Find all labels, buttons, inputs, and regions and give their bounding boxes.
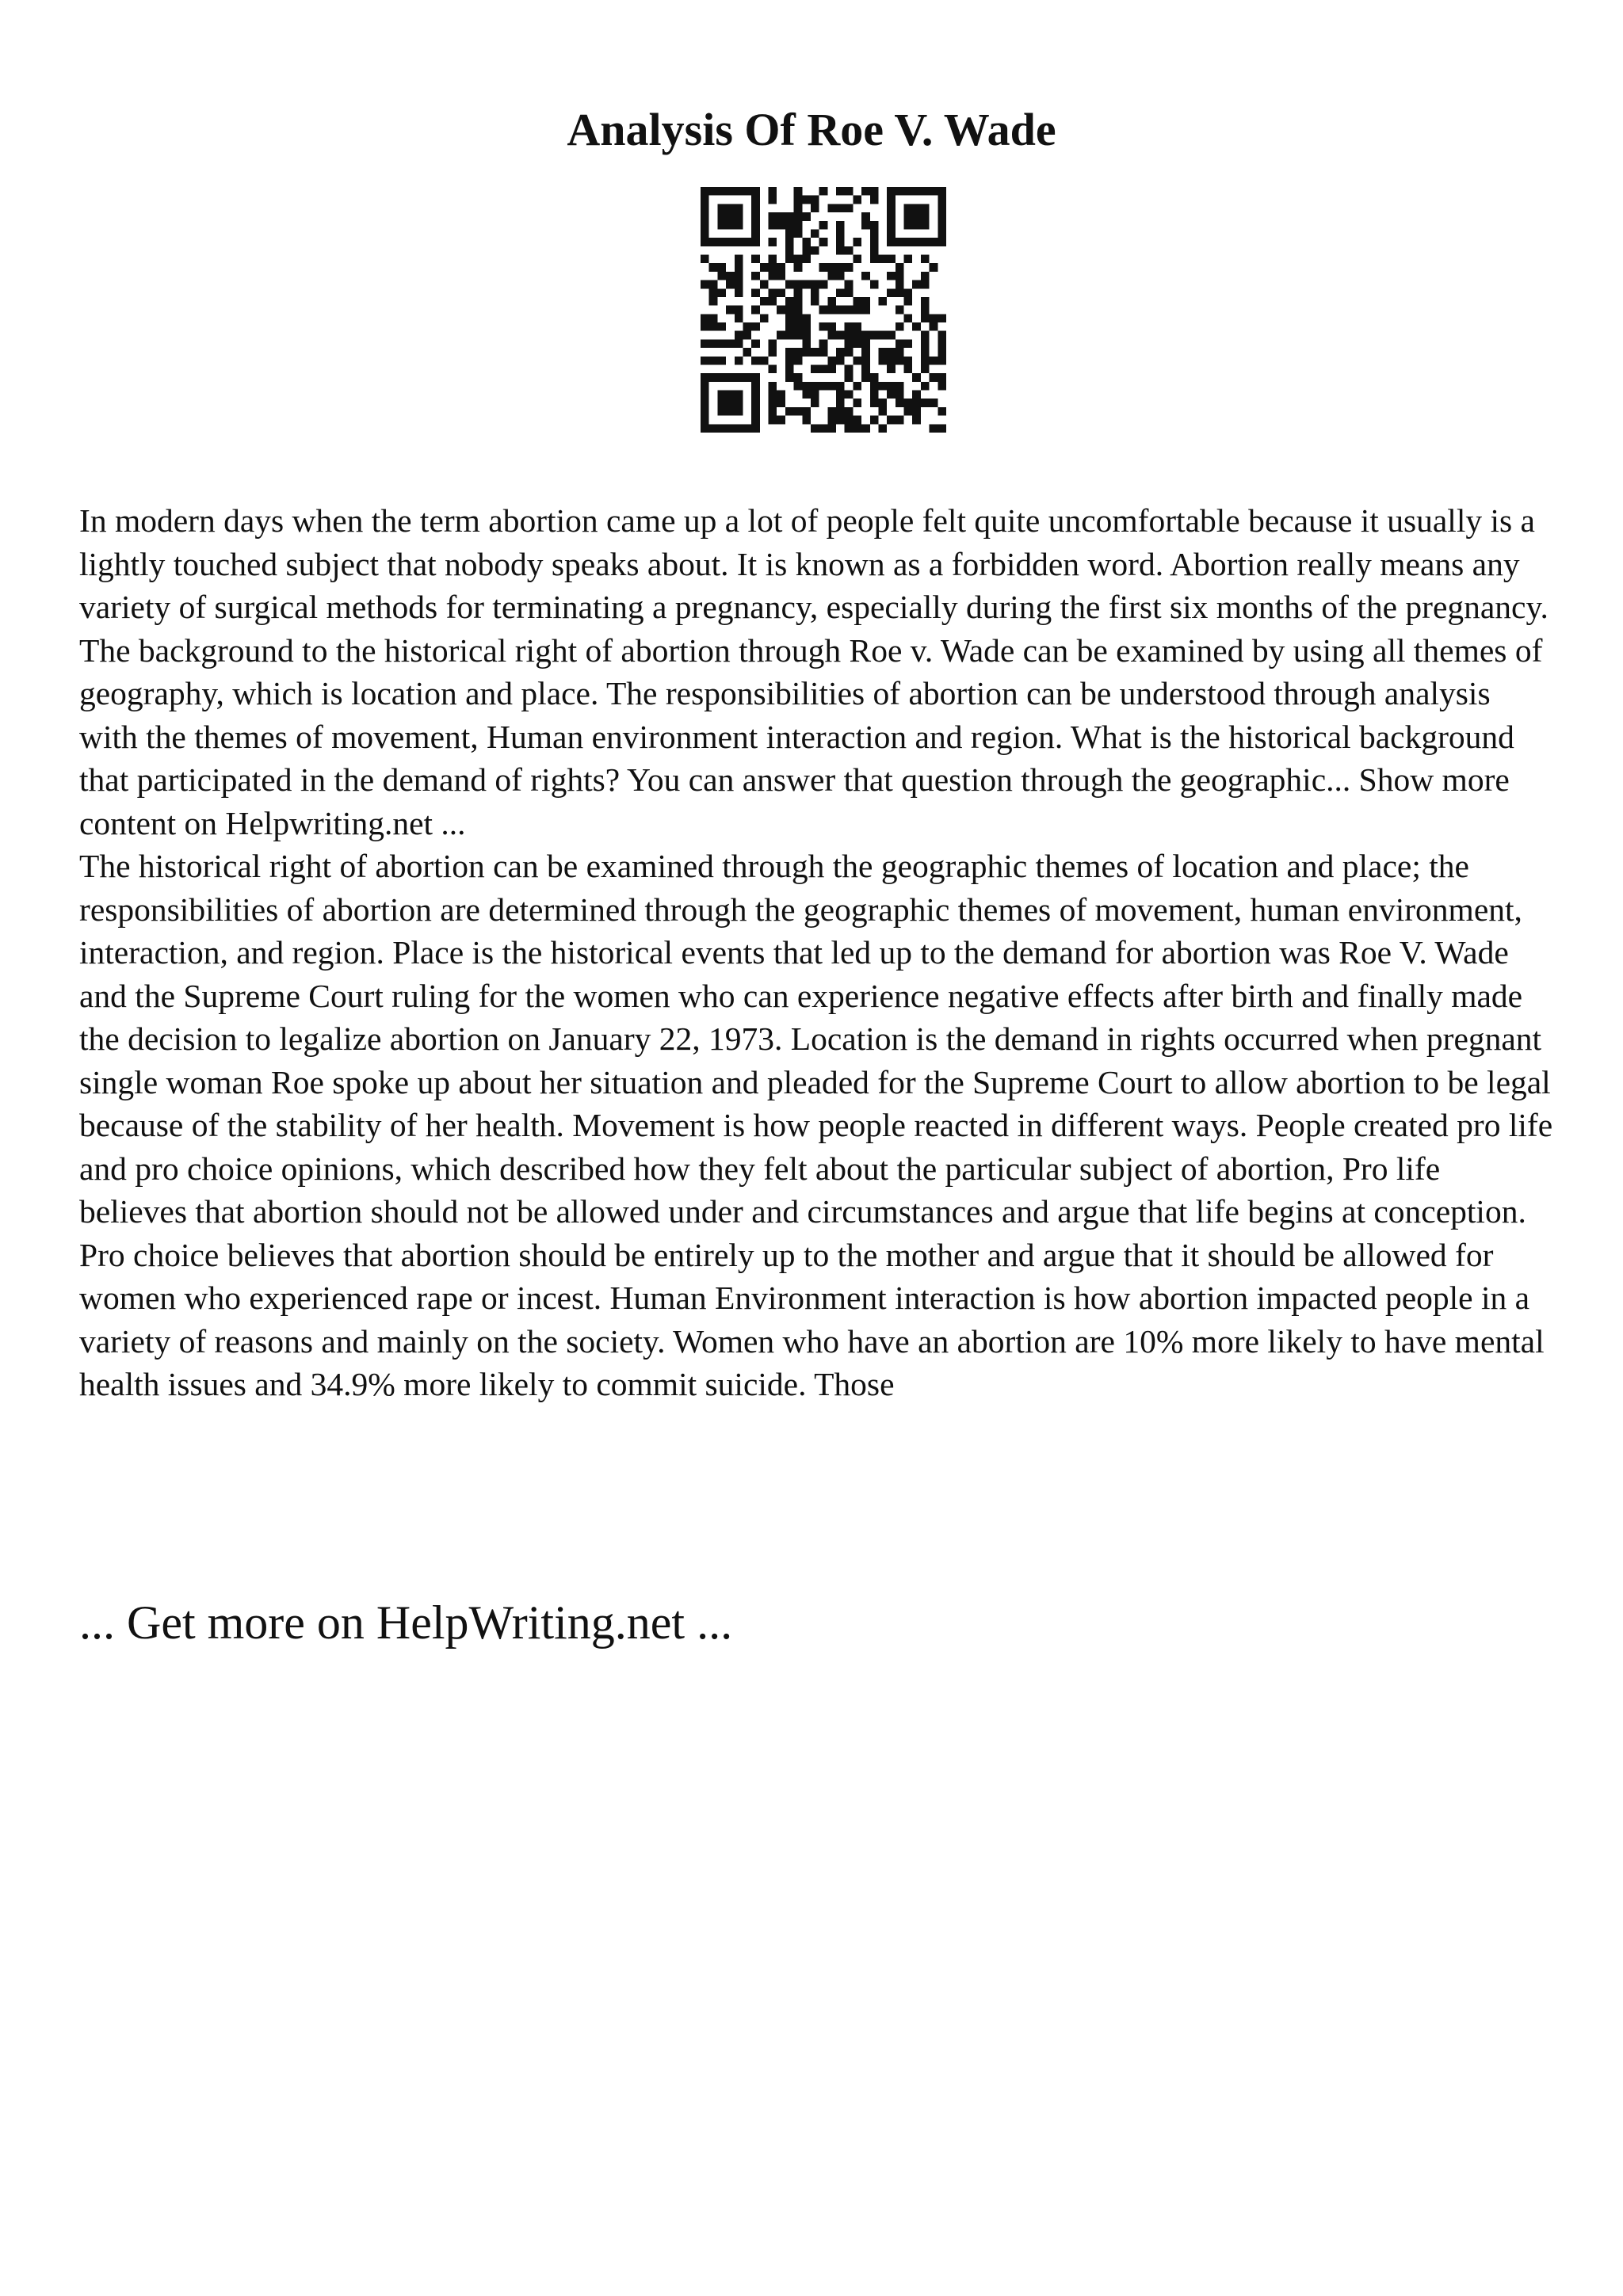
- get-more-link[interactable]: ... Get more on HelpWriting.net ...: [79, 1596, 733, 1649]
- document-body: [79, 499, 1553, 1406]
- paragraph-1: In modern days when the term abortion came up a lot of people felt quite uncomfortable because it usually is a lightly touched subject that nobody speaks about. It is known as a forbidden word. Abortion really means any variety of surgical methods for terminating a pregnancy, especially during the first six months of the pregnancy. The background to the historical right of abortion through Roe v. Wade can be examined by using all themes of geography, which is location and place. The responsibilities of abortion can be understood through analysis with the themes of movement, Human environment interaction and region. What is the historical background that participated in the demand of rights? You can answer that question through the geographic... Show more content on Helpwriting.net ...: [79, 502, 1549, 841]
- document-title: Analysis Of Roe V. Wade: [567, 104, 1056, 155]
- paragraph-2: The historical right of abortion can be examined through the geographic themes of location and place; the responsibilities of abortion are determined through the geographic themes of movement, human environment, interaction, and region. Place is the historical events that led up to the demand for abortion was Roe V. Wade and the Supreme Court ruling for the women who can experience negative effects after birth and finally made the decision to legalize abortion on January 22, 1973. Location is the demand in rights occurred when pregnant single woman Roe spoke up about her situation and pleaded for the Supreme Court to allow abortion to be legal because of the stability of her health. Movement is how people reacted in different ways. People created pro life and pro choice opinions, which described how they felt about the particular subject of abortion, Pro life believes that abortion should not be allowed under and circumstances and argue that life begins at conception. Pro choice believes that abortion should be entirely up to the mother and argue that it should be allowed for women who experienced rape or incest. Human Environment interaction is how abortion impacted people in a variety of reasons and mainly on the society. Women who have an abortion are 10% more likely to have mental health issues and 34.9% more likely to commit suicide. Those: [79, 848, 1553, 1402]
- qr-code-modules: [701, 187, 946, 433]
- qr-code-icon[interactable]: [701, 187, 946, 433]
